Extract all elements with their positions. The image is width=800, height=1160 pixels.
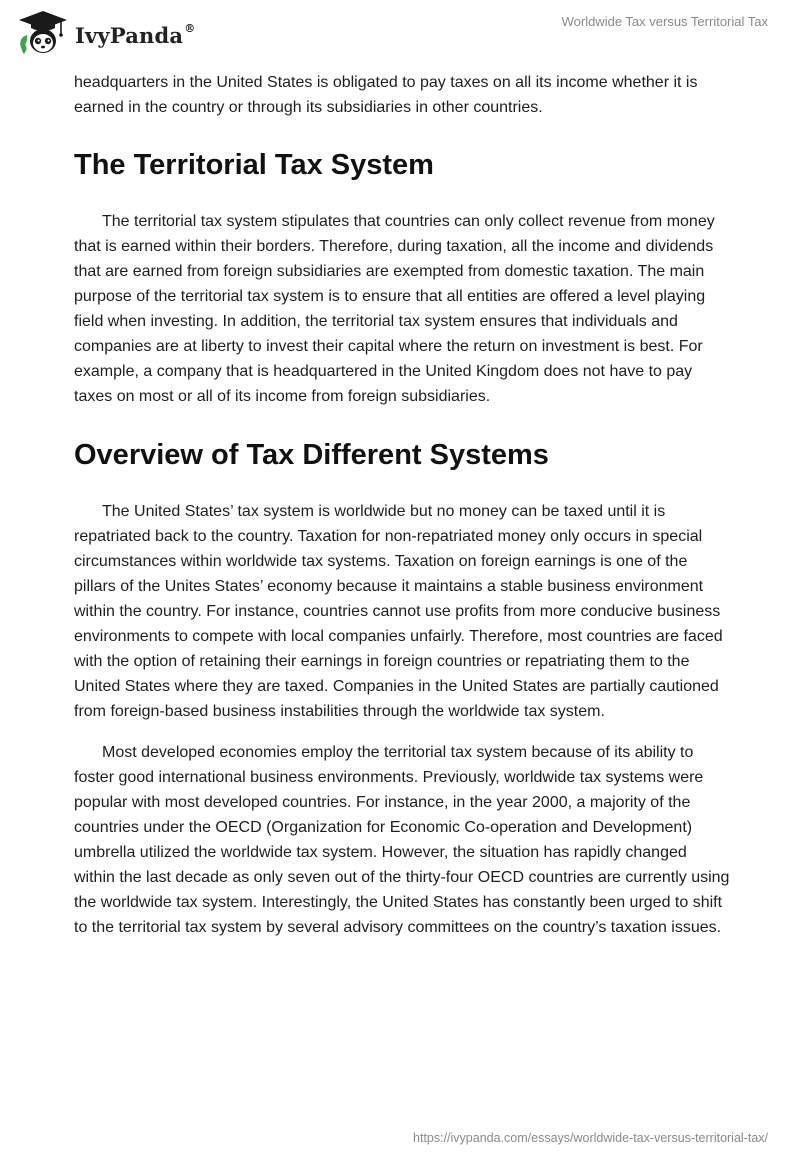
section-heading-territorial: The Territorial Tax System [74, 149, 434, 181]
page-header [0, 0, 800, 70]
paragraph: The territorial tax system stipulates that countries can only collect revenue from money that is earned within their borders. Therefore, during taxation, all the income and dividends that are earned from foreign subsidiaries are exempted from domestic taxation. The main purpose of the territorial tax system is to ensure that all entities are offered a level playing field when investing. In addition, the territorial tax system ensures that individuals and companies are at liberty to invest their capital where the return on investment is best. For example, a company that is headquartered in the United Kingdom does not have to pay taxes on most or all of its income from foreign subsidiaries. [74, 213, 715, 405]
essay-content [74, 70, 730, 940]
paragraph: The United States’ tax system is worldwide but no money can be taxed until it is repatriated back to the country. Taxation for non-repatriated money only occurs in special circumstances within worldwide tax systems. Taxation on foreign earnings is one of the pillars of the Unites States’ economy because it maintains a stable business environment within the country. For instance, countries cannot use profits from more conducive business environments to compete with local companies unfairly. Therefore, most countries are faced with the option of retaining their earnings in foreign countries or repatriating them to the United States where they are taxed. Companies in the United States are partially cautioned from foreign-based business instabilities through the worldwide tax system. [74, 503, 723, 720]
source-url-link[interactable]: https://ivypanda.com/essays/worldwide-tax-versus-territorial-tax/ [413, 1131, 768, 1145]
intro-paragraph: headquarters in the United States is obligated to pay taxes on all its income whether it is earned in the country or through its subsidiaries in other countries. [74, 74, 698, 116]
brand-name: IvyPanda® [75, 21, 196, 48]
panda-graduate-logo-icon [15, 8, 71, 58]
document-title: Worldwide Tax versus Territorial Tax [561, 14, 768, 29]
paragraph: Most developed economies employ the territorial tax system because of its ability to foster good international business environments. Previously, worldwide tax systems were popular with most developed countries. For instance, in the year 2000, a majority of the countries under the OECD (Organization for Economic Co-operation and Development) umbrella utilized the worldwide tax system. However, the situation has rapidly changed within the last decade as only seven out of the thirty-four OECD countries are currently using the worldwide tax system. Interestingly, the United States has constantly been urged to shift to the territorial tax system by several advisory committees on the country’s taxation issues. [74, 744, 730, 936]
section-heading-overview: Overview of Tax Different Systems [74, 439, 549, 471]
ivypanda-logo[interactable] [15, 8, 195, 58]
